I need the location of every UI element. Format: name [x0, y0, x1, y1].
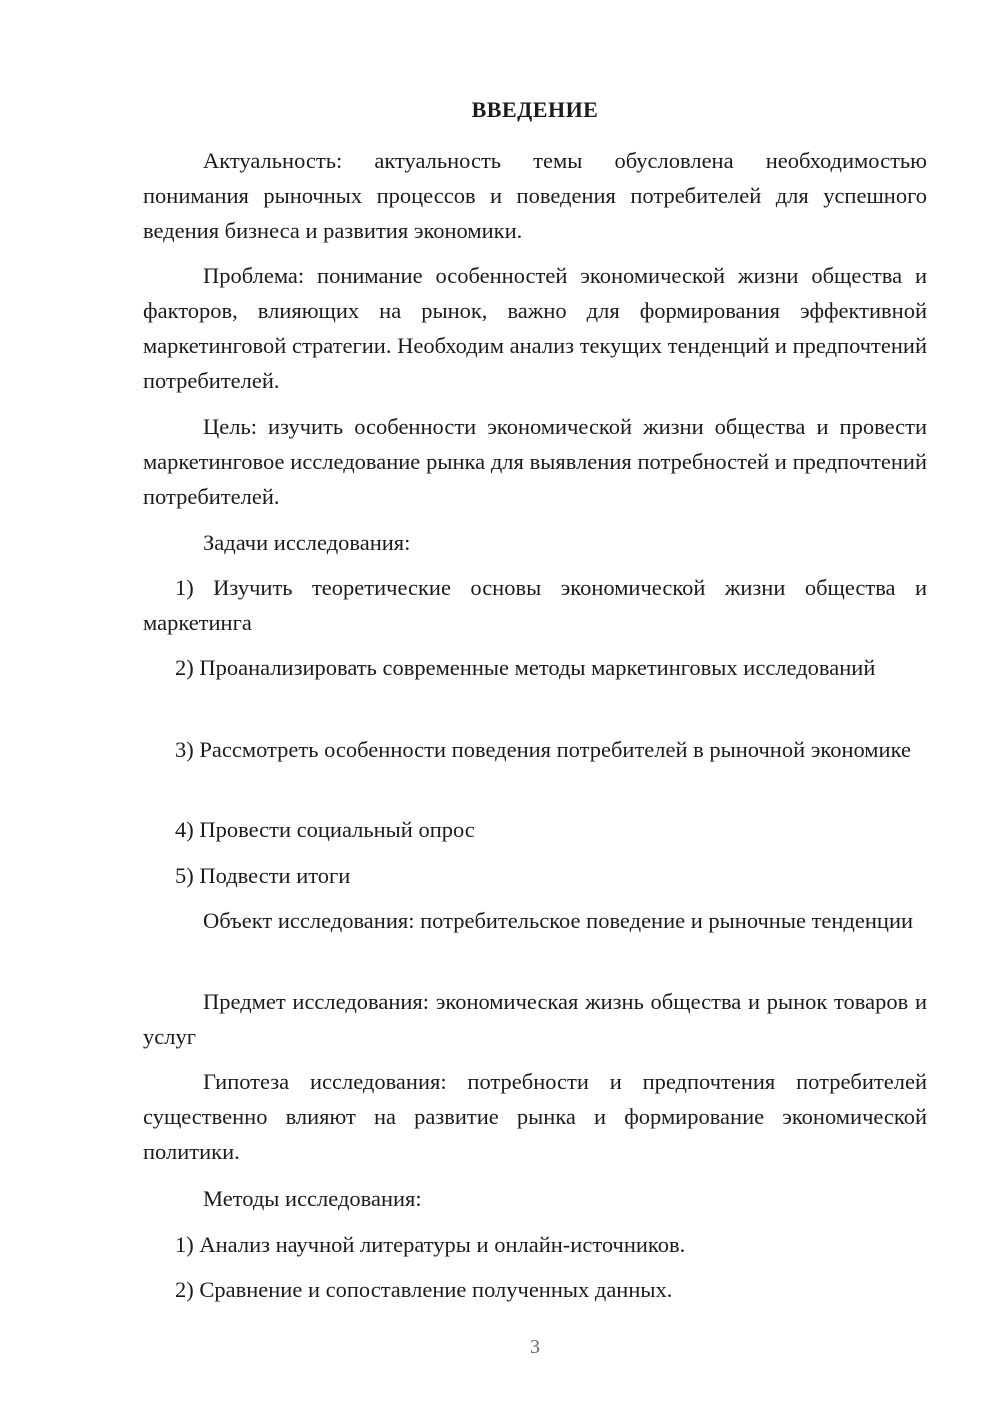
page-title: ВВЕДЕНИЕ — [471, 97, 599, 122]
task-item-3: 3) Рассмотреть особенности поведения потребителей в рыночной экономике — [175, 737, 911, 762]
paragraph-goal: Цель: изучить особенности экономической жизни общества и провести маркетинговое исследование рынка для выявления потребностей и предпочтений потребителей. — [143, 414, 927, 509]
task-item-2: 2) Проанализировать современные методы маркетинговых исследований — [175, 655, 876, 680]
task-item-4: 4) Провести социальный опрос — [175, 817, 475, 842]
method-item-2: 2) Сравнение и сопоставление полученных данных. — [175, 1277, 673, 1302]
paragraph-subject: Предмет исследования: экономическая жизнь общества и рынок товаров и услуг — [143, 989, 927, 1049]
paragraph-hypothesis: Гипотеза исследования: потребности и предпочтения потребителей существенно влияют на развитие рынка и формирование экономической политики. — [143, 1069, 927, 1164]
method-item-1: 1) Анализ научной литературы и онлайн-источников. — [175, 1232, 686, 1257]
paragraph-object: Объект исследования: потребительское поведение и рыночные тенденции — [203, 908, 914, 933]
methods-heading: Методы исследования: — [203, 1186, 422, 1211]
task-item-1: 1) Изучить теоретические основы экономической жизни общества и маркетинга — [143, 575, 927, 635]
paragraph-relevance: Актуальность: актуальность темы обусловлена необходимостью понимания рыночных процессов и поведения потребителей для успешного ведения бизнеса и развития экономики. — [143, 148, 927, 243]
paragraph-problem: Проблема: понимание особенностей экономической жизни общества и факторов, влияющих на рынок, важно для формирования эффективной маркетинговой стратегии. Необходим анализ текущих тенденций и предпочтений потребителей. — [143, 263, 927, 393]
tasks-heading: Задачи исследования: — [203, 530, 411, 555]
page-number: 3 — [530, 1336, 540, 1358]
task-item-5: 5) Подвести итоги — [175, 863, 351, 888]
